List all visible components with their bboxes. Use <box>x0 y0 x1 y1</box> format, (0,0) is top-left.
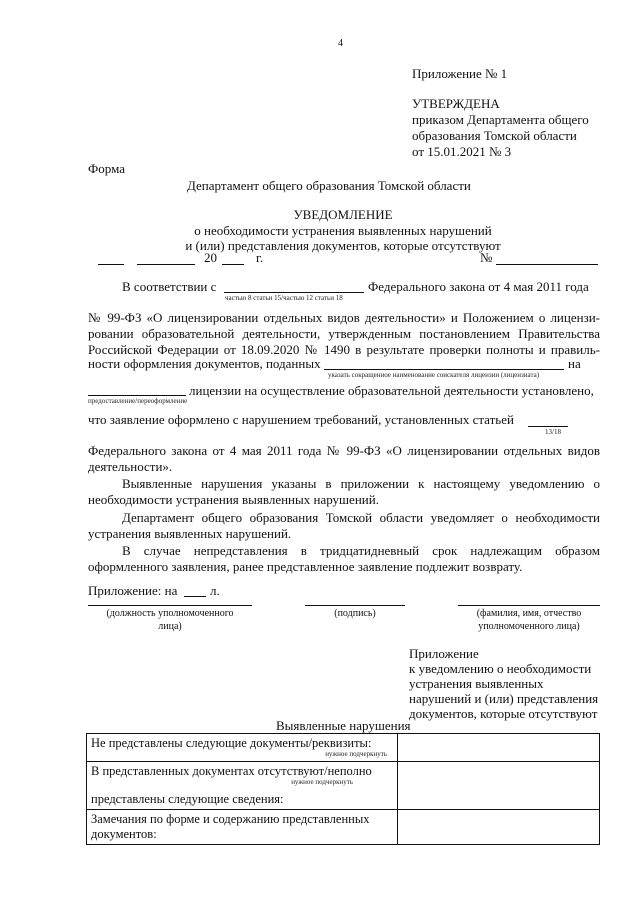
order-line-1: приказом Департамента общего <box>412 112 589 127</box>
table-title: Выявленные нарушения <box>276 718 411 733</box>
order-line-3: от 15.01.2021 № 3 <box>412 144 512 159</box>
article-blank <box>224 292 364 293</box>
signature-caption: (подпись) <box>334 608 376 619</box>
attachment-suffix: л. <box>210 583 220 598</box>
hint-licensee: указать сокращенное наименование соискателя лицензии (лицензиата) <box>328 371 540 379</box>
row-2-hint: нужное подчеркнуть <box>291 778 353 786</box>
p1-line-5-end: на <box>568 356 581 371</box>
p1-line-6: лицензии на осуществление образовательной деятельности установлено, <box>189 383 594 398</box>
name-caption-1: (фамилия, имя, отчество <box>476 608 582 619</box>
notice-subtitle-2: и (или) представления документов, которые отсутствуют <box>185 238 501 253</box>
table-row <box>87 762 600 810</box>
p1-start: В соответствии с <box>122 279 217 294</box>
month-blank <box>137 264 195 265</box>
table-cell-value[interactable] <box>398 734 600 762</box>
p2-line-1: Выявленные нарушения указаны в приложении к настоящему уведомлению о <box>122 476 600 491</box>
number-sign: № <box>480 250 493 265</box>
table-cell-value[interactable] <box>398 810 600 845</box>
row-2-text-2: представлены следующие сведения: <box>91 792 284 806</box>
p1-line-3: ровании образовательной деятельности, утвержденным постановлением Правительства <box>88 326 600 341</box>
notice-subtitle-1: о необходимости устранения выявленных нарушений <box>194 223 492 238</box>
hint-article: частью 8 статьи 15/частью 12 статьи 18 <box>225 294 343 302</box>
table-row <box>87 734 600 762</box>
order-line-2: образования Томской области <box>412 128 577 143</box>
table-row <box>87 810 600 845</box>
signature-blank <box>305 605 405 606</box>
year-blank <box>222 264 244 265</box>
attachment-pages-blank <box>184 596 206 597</box>
row-2-text: В представленных документах отсутствуют/неполно <box>91 764 372 778</box>
table-cell-label <box>87 762 398 810</box>
year-suffix: г. <box>256 250 264 265</box>
p1-end: Федерального закона от 4 мая 2011 года <box>368 279 589 294</box>
row-3-text-2: документов: <box>91 827 157 841</box>
p1-line-2: № 99-ФЗ «О лицензировании отдельных видов деятельности» и Положением о лицензи- <box>88 310 600 325</box>
p4-line-1: В случае непредставления в тридцатидневный срок надлежащим образом <box>122 543 600 558</box>
p3-line-2: устранения выявленных нарушений. <box>88 526 292 541</box>
hint-article-number: 13/18 <box>545 428 561 436</box>
licensee-blank <box>324 369 564 370</box>
p2-line-2: необходимости устранения выявленных нарушений. <box>88 492 379 507</box>
position-blank <box>88 605 252 606</box>
appendix-block-1: Приложение <box>409 646 479 661</box>
year-prefix: 20 <box>204 250 217 265</box>
p1-line-7: что заявление оформлено с нарушением требований, установленных статьей <box>88 412 514 427</box>
article-number-blank <box>528 426 568 427</box>
appendix-block-5: документов, которые отсутствуют <box>409 706 598 721</box>
row-1-text: Не представлены следующие документы/реквизиты: <box>91 736 372 750</box>
table-cell-label <box>87 810 398 845</box>
form-label: Форма <box>88 161 125 176</box>
notice-number-blank <box>496 264 598 265</box>
day-blank <box>98 264 124 265</box>
position-caption-1: (должность уполномоченного <box>106 608 234 619</box>
appendix-block-4: нарушений и (или) представления <box>409 691 599 706</box>
p1-line-9: деятельности». <box>88 459 173 474</box>
approved-stamp: УТВЕРЖДЕНА <box>412 96 500 111</box>
p1-line-4: Российской Федерации от 18.09.2020 № 1490 в результате проверки полноты и правиль- <box>88 342 600 357</box>
name-caption-2: уполномоченного лица) <box>478 621 580 632</box>
name-blank <box>458 605 600 606</box>
violations-table <box>86 733 600 845</box>
p1-line-5-start: ности оформления документов, поданных <box>88 356 321 371</box>
notice-title: УВЕДОМЛЕНИЕ <box>293 207 393 222</box>
p3-line-1: Департамент общего образования Томской области уведомляет о необходимости <box>122 510 600 525</box>
p1-line-8: Федерального закона от 4 мая 2011 года № 99-ФЗ «О лицензировании отдельных видов <box>88 443 600 458</box>
hint-reissue: предоставление/переоформление <box>88 397 188 405</box>
page-number: 4 <box>338 38 343 49</box>
attachment-label: Приложение: на <box>88 583 178 598</box>
table-cell-value[interactable] <box>398 762 600 810</box>
appendix-block-3: устранения выявленных <box>409 676 544 691</box>
row-3-text: Замечания по форме и содержанию представленных <box>91 812 370 826</box>
reissue-blank <box>88 395 186 396</box>
p4-line-2: оформленного заявления, ранее представленное заявление подлежит возврату. <box>88 559 523 574</box>
department-name: Департамент общего образования Томской области <box>187 178 471 193</box>
appendix-number: Приложение № 1 <box>412 66 508 81</box>
appendix-block-2: к уведомлению о необходимости <box>409 661 592 676</box>
table-cell-label <box>87 734 398 762</box>
row-1-hint: нужное подчеркнуть <box>325 750 387 758</box>
position-caption-2: лица) <box>158 621 182 632</box>
